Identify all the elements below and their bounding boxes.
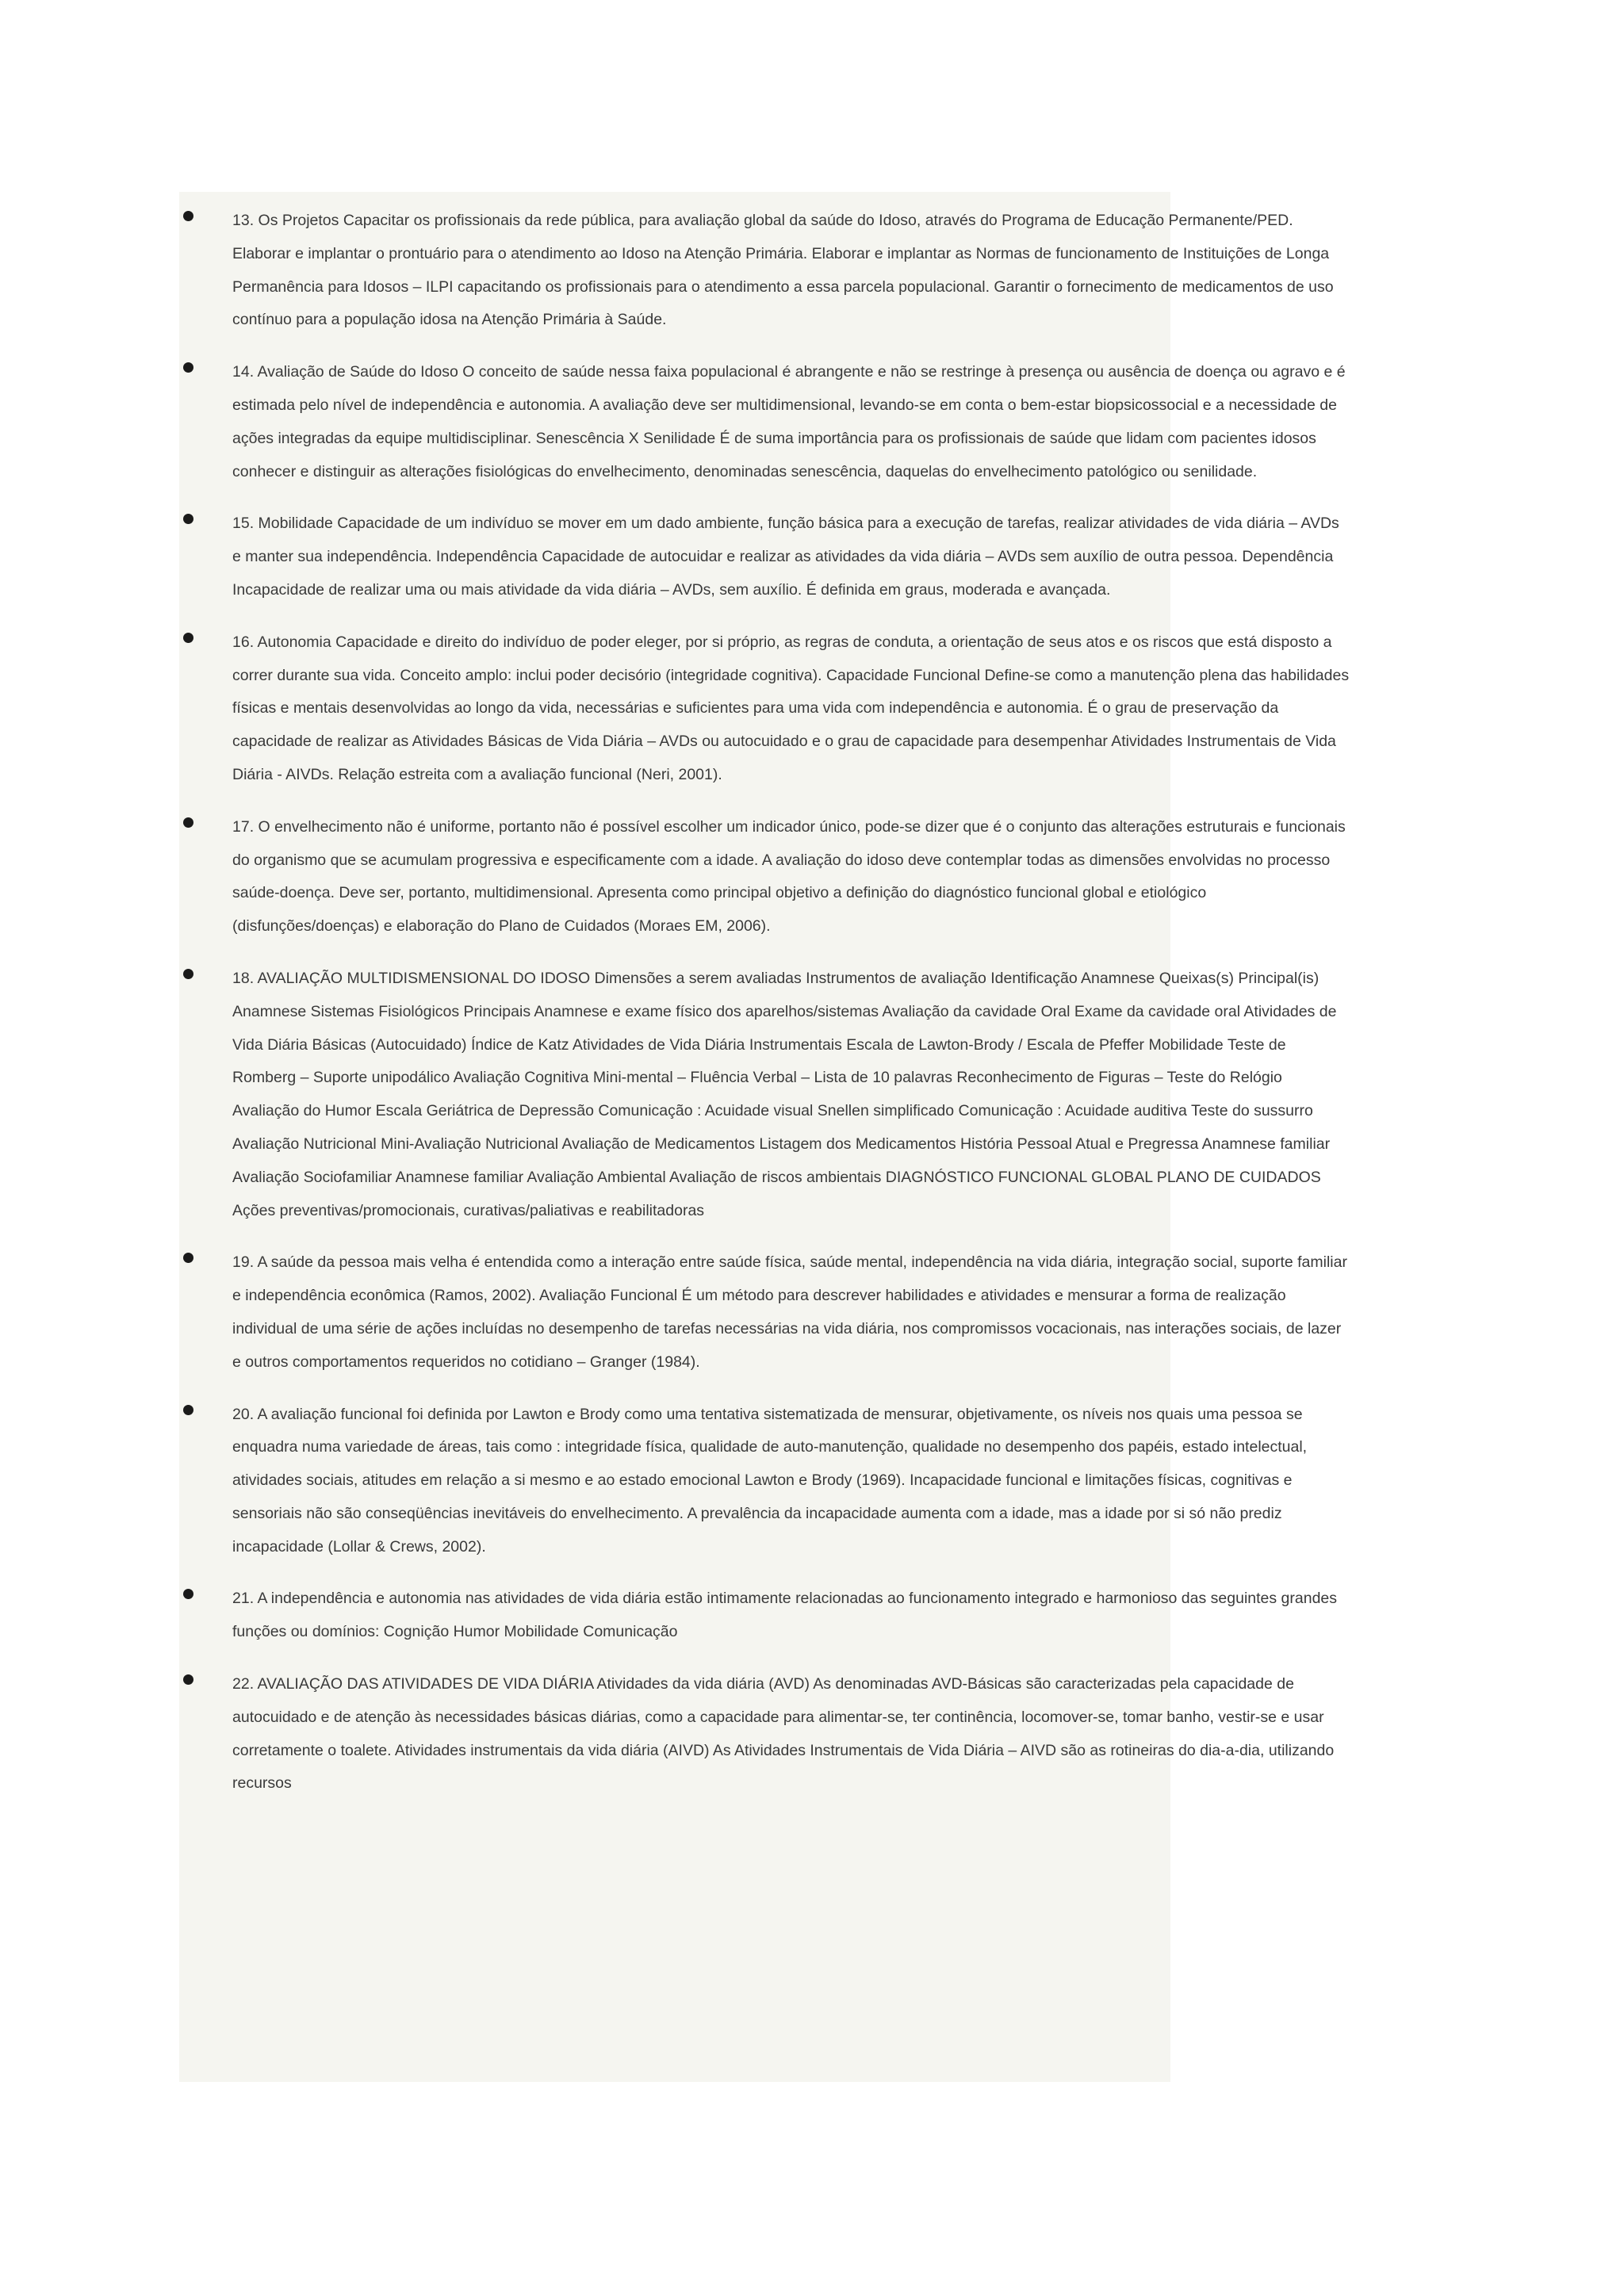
list-item-text: 15. Mobilidade Capacidade de um indivíduo se mover em um dado ambiente, função básica para a execução de tarefas, realizar atividades de vida diária – AVDs e manter sua independência. Independência Capacidade de autocuidar e realizar as atividades da vida diária – AVDs sem auxílio de outra pessoa. Dependência Incapacidade de realizar uma ou mais atividade da vida diária – AVDs, sem auxílio. É definida em graus, moderada e avançada.	[232, 515, 1339, 599]
bullet-list	[179, 205, 1350, 1820]
bullet-icon	[183, 1253, 193, 1263]
list-item-text: 14. Avaliação de Saúde do Idoso O conceito de saúde nessa faixa populacional é abrangente e não se restringe à presença ou ausência de doença ou agravo e é estimada pelo nível de independência e autonomia. A avaliação deve ser multidimensional, levando-se em conta o bem-estar biopsicossocial e a necessidade de ações integradas da equipe multidisciplinar. Senescência X Senilidade É de suma importância para os profissionais de saúde que lidam com pacientes idosos conhecer e distinguir as alterações fisiológicas do envelhecimento, denominadas senescência, daquelas do envelhecimento patológico ou senilidade.	[232, 363, 1346, 480]
list-item	[179, 1668, 1335, 1800]
list-item-text: 16. Autonomia Capacidade e direito do indivíduo de poder eleger, por si próprio, as regras de conduta, a orientação de seus atos e os riscos que está disposto a correr durante sua vida. Conceito amplo: inclui poder decisório (integridade cognitiva). Capacidade Funcional Define-se como a manutenção plena das habilidades físicas e mentais desenvolvidas ao longo da vida, necessárias e suficientes para uma vida com independência e autonomia. É o grau de preservação da capacidade de realizar as Atividades Básicas de Vida Diária – AVDs ou autocuidado e o grau de capacidade para desempenhar Atividades Instrumentais de Vida Diária - AIVDs. Relação estreita com a avaliação funcional (Neri, 2001).	[232, 633, 1350, 783]
bullet-icon	[183, 817, 193, 828]
list-item	[179, 1246, 1347, 1379]
list-item-text: 21. A independência e autonomia nas atividades de vida diária estão intimamente relacionadas ao funcionamento integrado e harmonioso das seguintes grandes funções ou domínios: Cognição Humor Mobilidade Comunicação	[232, 1590, 1338, 1641]
list-item	[179, 626, 1350, 792]
list-item	[179, 1582, 1338, 1649]
list-item	[179, 507, 1339, 607]
list-item-text: 17. O envelhecimento não é uniforme, portanto não é possível escolher um indicador único, pode-se dizer que é o conjunto das alterações estruturais e funcionais do organismo que se acumulam progressiva e especificamente com a idade. A avaliação do idoso deve contemplar todas as dimensões envolvidas no processo saúde-doença. Deve ser, portanto, multidimensional. Apresenta como principal objetivo a definição do diagnóstico funcional global e etiológico (disfunções/doenças) e elaboração do Plano de Cuidados (Moraes EM, 2006).	[232, 817, 1346, 936]
bullet-icon	[183, 1589, 193, 1599]
list-item-text: 19. A saúde da pessoa mais velha é entendida como a interação entre saúde física, saúde mental, independência na vida diária, integração social, suporte familiar e independência econômica (Ramos, 2002). Avaliação Funcional É um método para descrever habilidades e atividades e mensurar a forma de realização individual de uma série de ações incluídas no desempenho de tarefas necessárias na vida diária, nos compromissos vocacionais, nas interações sociais, de lazer e outros comportamentos requeridos no cotidiano – Granger (1984).	[232, 1253, 1347, 1371]
list-item	[179, 811, 1346, 943]
bullet-icon	[183, 633, 193, 643]
list-item-text: 18. AVALIAÇÃO MULTIDISMENSIONAL DO IDOSO Dimensões a serem avaliadas Instrumentos de avaliação Identificação Anamnese Queixas(s) Principal(is) Anamnese Sistemas Fisiológicos Principais Anamnese e exame físico dos aparelhos/sistemas Avaliação da cavidade Oral Exame da cavidade oral Atividades de Vida Diária Básicas (Autocuidado) Índice de Katz Atividades de Vida Diária Instrumentais Escala de Lawton-Brody / Escala de Pfeffer Mobilidade Teste de Romberg – Suporte unipodálico Avaliação Cognitiva Mini-mental – Fluência Verbal – Lista de 10 palavras Reconhecimento de Figuras – Teste do Relógio Avaliação do Humor Escala Geriátrica de Depressão Comunicação : Acuidade visual Snellen simplificado Comunicação : Acuidade auditiva Teste do sussurro Avaliação Nutricional Mini-Avaliação Nutricional Avaliação de Medicamentos Listagem dos Medicamentos História Pessoal Atual e Pregressa Anamnese familiar Avaliação Sociofamiliar Anamnese familiar Avaliação Ambiental Avaliação de riscos ambientais DIAGNÓSTICO FUNCIONAL GLOBAL PLANO DE CUIDADOS Ações preventivas/promocionais, curativas/paliativas e reabilitadoras	[232, 969, 1337, 1219]
list-item-text: 22. AVALIAÇÃO DAS ATIVIDADES DE VIDA DIÁRIA Atividades da vida diária (AVD) As denominadas AVD-Básicas são caracterizadas pela capacidade de autocuidado e de atenção às necessidades básicas diárias, como a capacidade para alimentar-se, ter continência, locomover-se, tomar banho, vestir-se e usar corretamente o toalete. Atividades instrumentais da vida diária (AIVD) As Atividades Instrumentais de Vida Diária – AIVD são as rotineiras do dia-a-dia, utilizando recursos	[232, 1675, 1335, 1793]
list-item-text: 20. A avaliação funcional foi definida por Lawton e Brody como uma tentativa sistematizada de mensurar, objetivamente, os níveis nos quais uma pessoa se enquadra numa variedade de áreas, tais como : integridade física, qualidade de auto-manutenção, qualidade no desempenho dos papéis, estado intelectual, atividades sociais, atitudes em relação a si mesmo e ao estado emocional Lawton e Brody (1969). Incapacidade funcional e limitações físicas, cognitivas e sensoriais não são conseqüências inevitáveis do envelhecimento. A prevalência da incapacidade aumenta com a idade, mas a idade por si só não prediz incapacidade (Lollar & Crews, 2002).	[232, 1405, 1308, 1556]
list-item-text: 13. Os Projetos Capacitar os profissionais da rede pública, para avaliação global da saúde do Idoso, através do Programa de Educação Permanente/PED. Elaborar e implantar o prontuário para o atendimento ao Idoso na Atenção Primária. Elaborar e implantar as Normas de funcionamento de Instituições de Longa Permanência para Idosos – ILPI capacitando os profissionais para o atendimento a essa parcela populacional. Garantir o fornecimento de medicamentos de uso contínuo para a população idosa na Atenção Primária à Saúde.	[232, 212, 1334, 329]
list-item	[179, 962, 1337, 1227]
bullet-icon	[183, 362, 193, 373]
bullet-icon	[183, 211, 193, 221]
bullet-icon	[183, 1405, 193, 1415]
list-item	[179, 356, 1346, 488]
list-item	[179, 205, 1334, 337]
bullet-icon	[183, 969, 193, 979]
list-item	[179, 1399, 1308, 1564]
bullet-icon	[183, 1674, 193, 1685]
bullet-icon	[183, 514, 193, 524]
